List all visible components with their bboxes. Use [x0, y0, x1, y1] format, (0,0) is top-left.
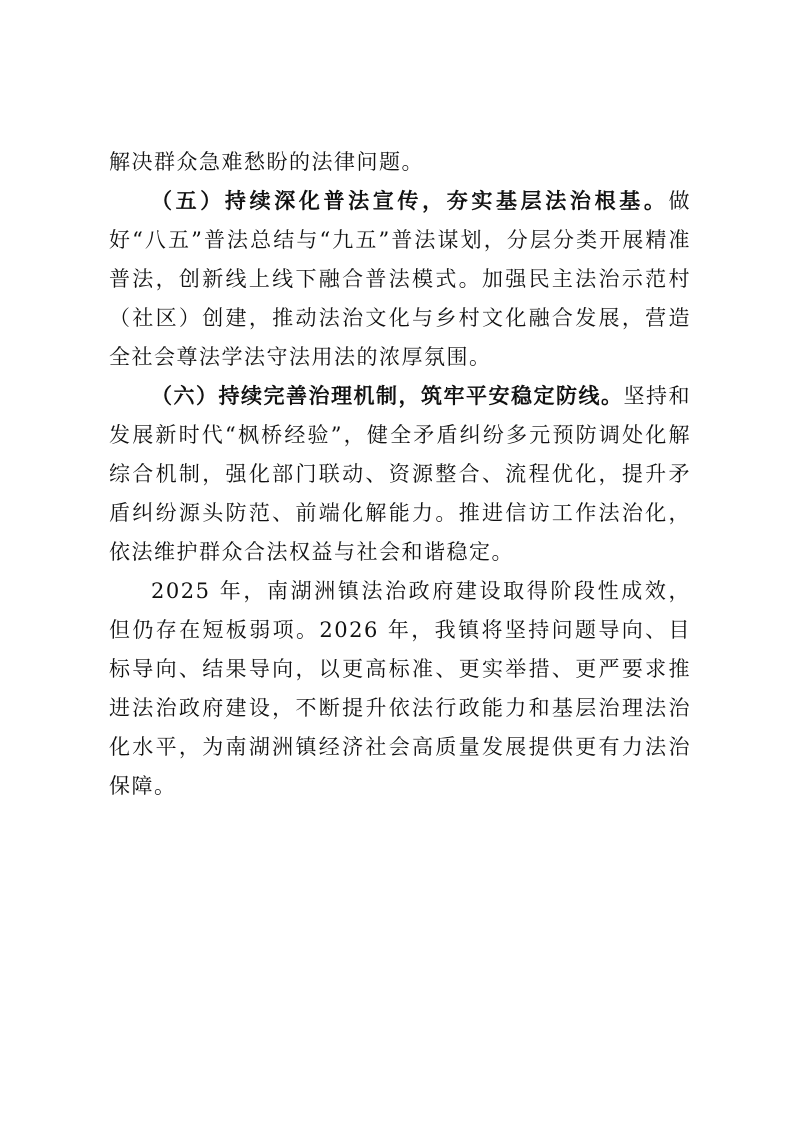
paragraph-continuation [109, 143, 691, 182]
paragraph-governance-mechanism [109, 377, 691, 572]
paragraph-conclusion [109, 572, 691, 806]
paragraph-legal-publicity [109, 182, 691, 377]
paragraph-text: 2025 年，南湖洲镇法治政府建设取得阶段性成效，但仍存在短板弱项。2026 年，我镇将坚持问题导向、目标导向、结果导向，以更高标准、更实举措、更严要求推进法治政府建设，不断提升依法行政能力和基层治理法治化水平，为南湖洲镇经济社会高质量发展提供更有力法治保障。 [109, 579, 691, 798]
document-body [109, 143, 691, 806]
section-heading-five: （五）持续深化普法宣传，夯实基层法治根基。 [151, 189, 669, 213]
section-heading-six: （六）持续完善治理机制，筑牢平安稳定防线。 [151, 384, 624, 408]
paragraph-text: 做好“八五”普法总结与“九五”普法谋划，分层分类开展精准普法，创新线上线下融合普法模式。加强民主法治示范村（社区）创建，推动法治文化与乡村文化融合发展，营造全社会尊法学法守法用法的浓厚氛围。 [109, 189, 691, 369]
paragraph-text: 坚持和发展新时代“枫桥经验”，健全矛盾纠纷多元预防调处化解综合机制，强化部门联动、资源整合、流程优化，提升矛盾纠纷源头防范、前端化解能力。推进信访工作法治化，依法维护群众合法权益与社会和谐稳定。 [109, 384, 691, 564]
paragraph-text: 解决群众急难愁盼的法律问题。 [109, 150, 424, 174]
